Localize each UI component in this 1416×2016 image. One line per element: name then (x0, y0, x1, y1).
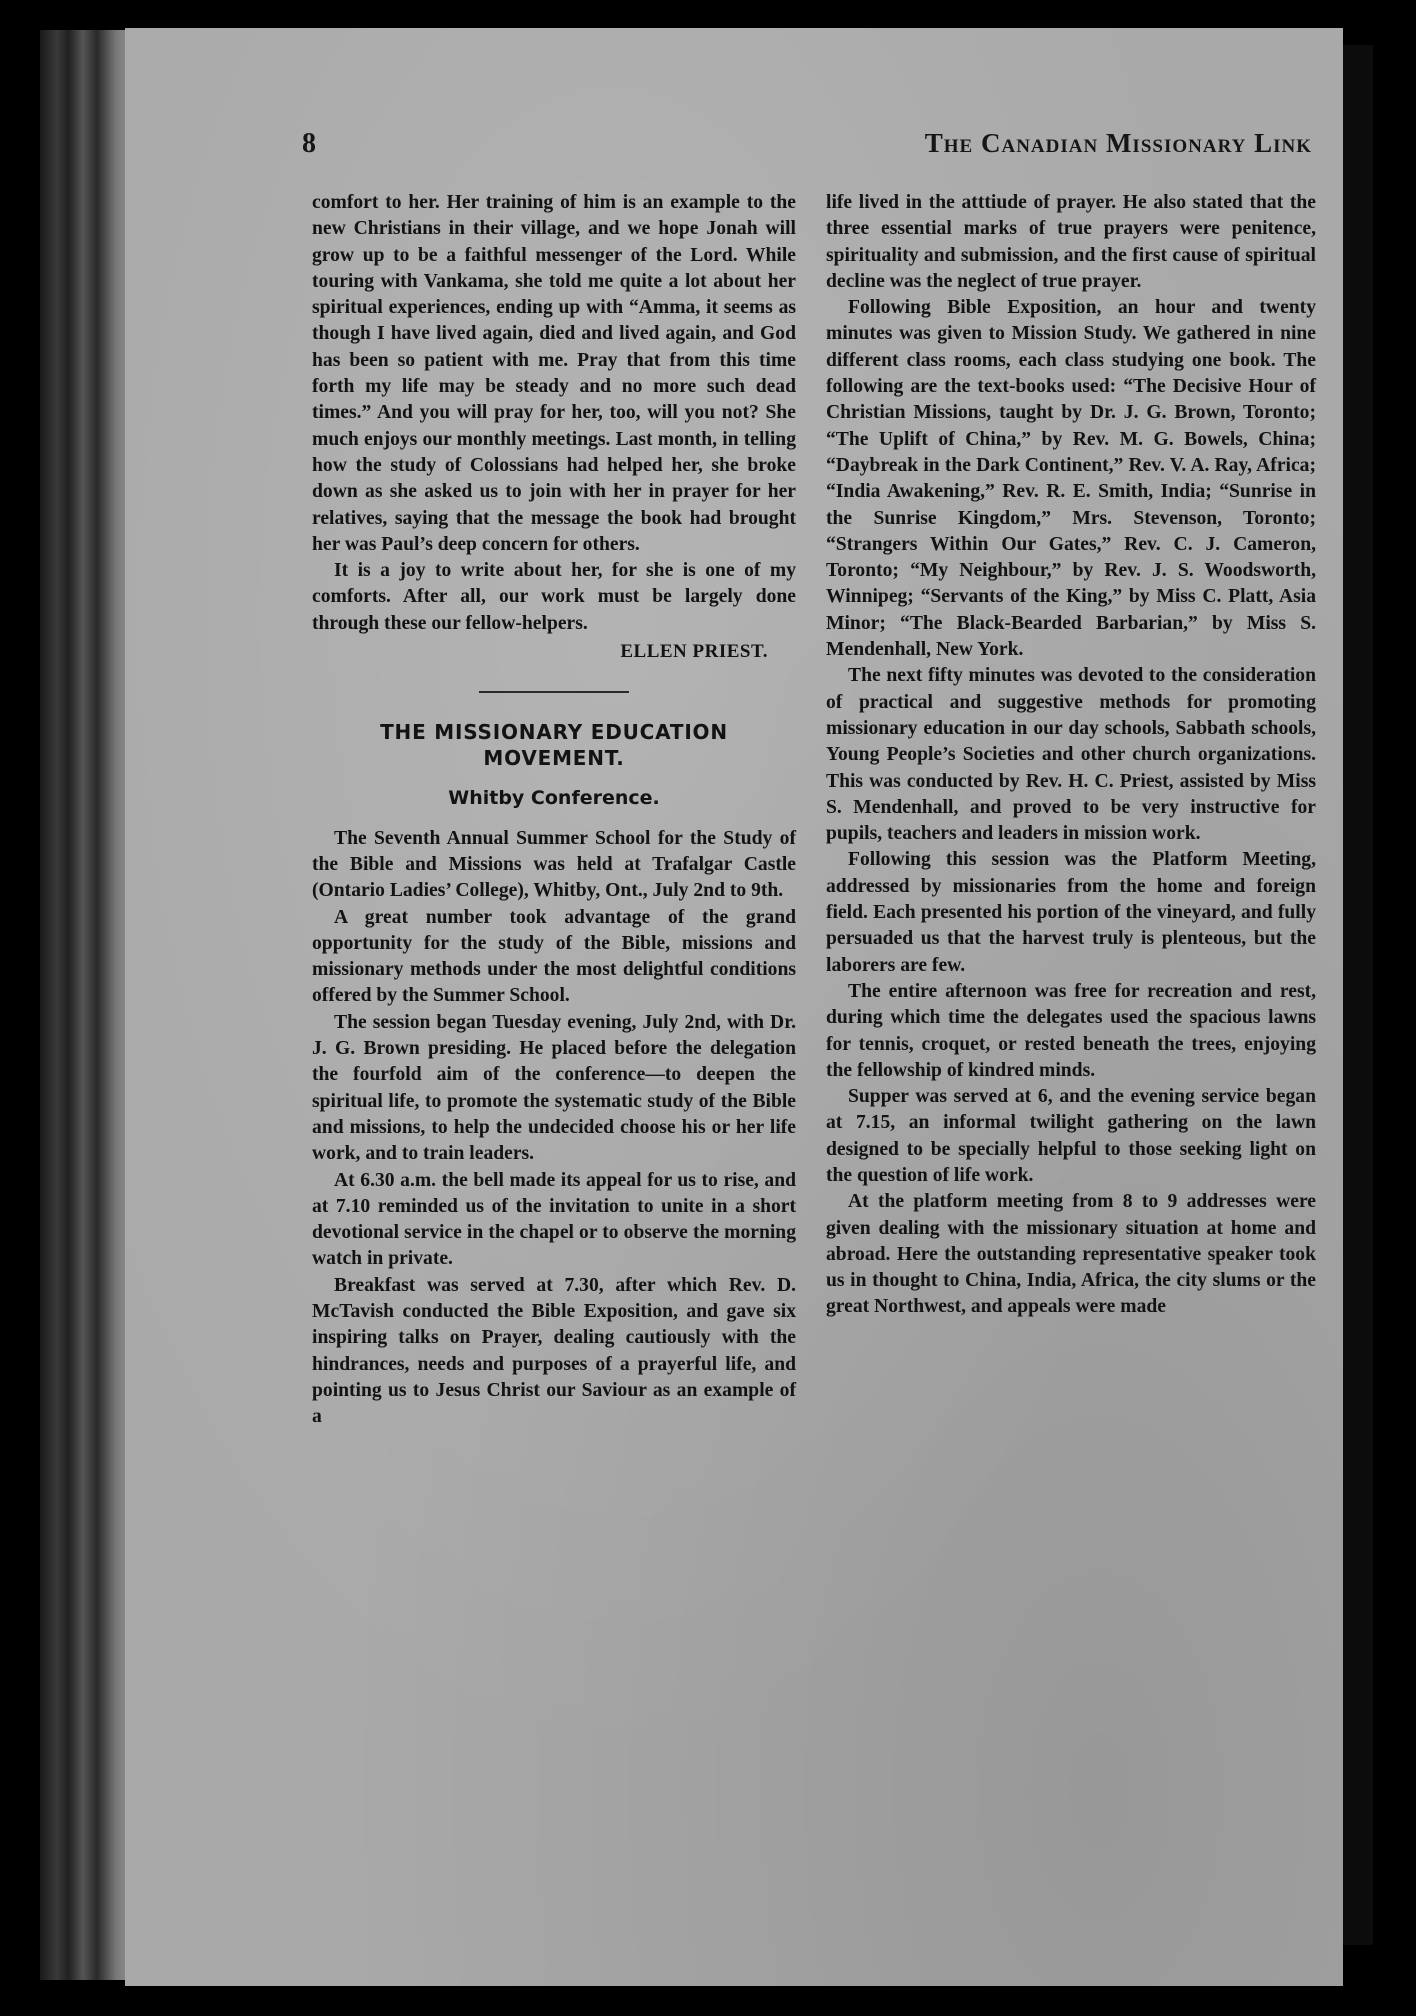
page-number: 8 (302, 128, 316, 159)
paragraph: Following this session was the Platform Meeting, addressed by missionaries from the home and foreign field. Each presented his portion of the vineyard, and fully persuaded us that the harvest truly is plenteous, but the laborers are few. (826, 849, 1316, 976)
paragraph: comfort to her. Her training of him is an example to the new Christians in their village, and we hope Jonah will grow up to be a faithful messenger of the Lord. While touring with Vankama, she told me quite a lot about her spiritual experiences, ending up with “Amma, it seems as though I have lived again, died and lived again, and God has been so patient with me. Pray that from this time forth my life may be steady and no more such dead times.” And you will pray for her, too, will you not? She much enjoys our monthly meetings. Last month, in telling how the study of Colossians had helped her, she broke down as she asked us to join with her in prayer for her relatives, saying that the message the book had brought her was Paul’s deep concern for others. (312, 192, 796, 555)
paragraph: The entire afternoon was free for recreation and rest, during which time the delegates used the spacious lawns for tennis, croquet, or rested beneath the trees, enjoying the fellowship of kindred minds. (826, 980, 1316, 1081)
left-column (312, 190, 796, 1430)
section-divider (479, 691, 629, 693)
article-subheading: Whitby Conference. (448, 787, 660, 810)
paragraph: At 6.30 a.m. the bell made its appeal for us to rise, and at 7.10 reminded us of the invitation to unite in a short devotional service in the chapel or to observe the morning watch in private. (312, 1169, 796, 1270)
article-heading: THE MISSIONARY EDUCATION MOVEMENT. (380, 720, 728, 771)
paragraph: Following Bible Exposition, an hour and twenty minutes was given to Mission Study. We gathered in nine different class rooms, each class studying one book. The following are the text-books used: “The Decisive Hour of Christian Missions, taught by Dr. J. G. Brown, Toronto; “The Uplift of China,” by Rev. M. G. Bowels, China; “Daybreak in the Dark Continent,” Rev. V. A. Ray, Africa; “India Awakening,” Rev. R. E. Smith, India; “Sunrise in the Sunrise Kingdom,” Mrs. Stevenson, Toronto; “Strangers Within Our Gates,” Rev. C. J. Cameron, Toronto; “My Neighbour,” by Rev. J. S. Woodsworth, Winnipeg; “Servants of the King,” by Miss C. Platt, Asia Minor; “The Black-Bearded Barbarian,” by Miss S. Mendenhall, New York. (826, 297, 1316, 661)
book-spine (40, 30, 135, 1980)
paragraph: It is a joy to write about her, for she is one of my comforts. After all, our work must be largely done through these our fellow-helpers. (312, 560, 796, 634)
right-column (826, 190, 1316, 1321)
paragraph: Supper was served at 6, and the evening service began at 7.15, an informal twilight gathering on the lawn designed to be specially helpful to those seeking light on the question of life work. (826, 1086, 1316, 1186)
paragraph: life lived in the atttiude of prayer. He also stated that the three essential marks of true prayers were penitence, spirituality and submission, and the first cause of spiritual decline was the neglect of true prayer. (826, 192, 1316, 292)
paragraph: The next fifty minutes was devoted to the consideration of practical and suggestive methods for promoting missionary education in our day schools, Sabbath schools, Young People’s Societies and other church organizations. This was conducted by Rev. H. C. Priest, assisted by Miss S. Mendenhall, and proved to be very instructive for pupils, teachers and leaders in mission work. (826, 665, 1316, 845)
page-header (302, 128, 1312, 168)
author-signature: ELLEN PRIEST. (620, 641, 768, 663)
paragraph: Breakfast was served at 7.30, after which Rev. D. McTavish conducted the Bible Exposition, and gave six inspiring talks on Prayer, dealing cautiously with the hindrances, needs and purposes of a prayerful life, and pointing us to Jesus Christ our Saviour as an example of a (312, 1274, 796, 1428)
page-edge-shadow (1343, 45, 1373, 1945)
paragraph: The session began Tuesday evening, July 2nd, with Dr. J. G. Brown presiding. He placed before the delegation the fourfold aim of the conference—to deepen the spiritual life, to promote the systematic study of the Bible and missions, to help the undecided choose his or her life work, and to train leaders. (312, 1011, 796, 1165)
paragraph: A great number took advantage of the grand opportunity for the study of the Bible, missions and missionary methods under the most delightful conditions offered by the Summer School. (312, 906, 796, 1007)
running-title: The Canadian Missionary Link (924, 128, 1312, 158)
paragraph: The Seventh Annual Summer School for the Study of the Bible and Missions was held at Trafalgar Castle (Ontario Ladies’ College), Whitby, Ont., July 2nd to 9th. (312, 827, 796, 902)
paragraph: At the platform meeting from 8 to 9 addresses were given dealing with the missionary situation at home and abroad. Here the outstanding representative speaker took us in thought to China, India, Africa, the city slums or the great Northwest, and appeals were made (826, 1191, 1316, 1318)
